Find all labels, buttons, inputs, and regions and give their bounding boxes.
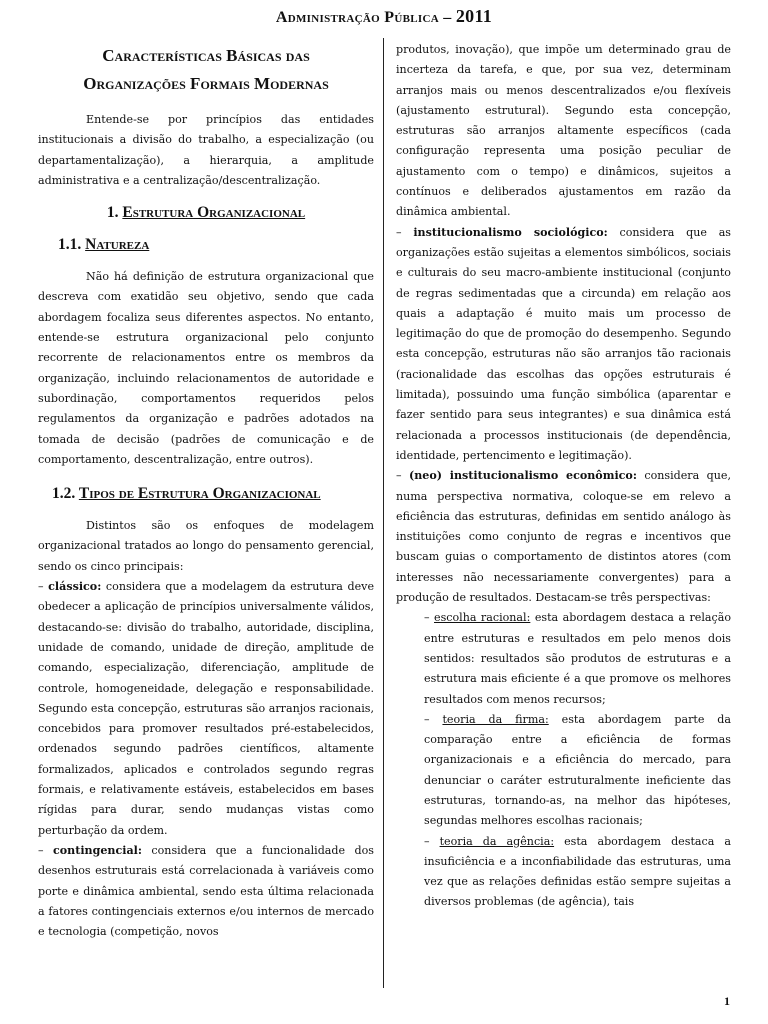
subsection-number: 1.2. [52, 485, 76, 503]
document-title-line2: Organizações Formais Modernas [83, 74, 329, 93]
tipos-intro-paragraph: Distintos são os enfoques de modelagem organizacional tratados ao longo do pensamento gerencial, sendo os cinco principais: [38, 519, 374, 573]
page-header [0, 6, 768, 27]
classico-item [38, 577, 374, 841]
item-term: teoria da firma: [442, 712, 549, 726]
escolha-racional-item [396, 608, 731, 709]
teoria-agencia-item [396, 832, 731, 913]
document-title-line1: Características Básicas das [102, 46, 310, 65]
page-number: 1 [724, 994, 730, 1008]
header-year: 2011 [455, 6, 493, 26]
header-title: Administração Pública – [275, 9, 452, 26]
neo-item [396, 466, 731, 608]
section-number: 1. [106, 204, 119, 222]
item-term: (neo) institucionalismo econômico: [408, 469, 637, 483]
item-text: considera que as organizações estão sujeitas a elementos simbólicos, sociais e culturais do seu macro-ambiente institucional (conjunto de regras sedimentadas que a circunda) em relação aos quais a adaptação é muito mais um processo de legitimação do que de promoção do desempenho. Segundo esta concepção, estruturas não são arranjos tão racionais (racionalidade das escolhas das opções estruturais é limitada), possuindo uma função simbólica (aparentar e fazer sentido para seus integrantes) e sua dinâmica está relacionada a processos institucionais (de dependência, identidade, pertencimento e legitimação). [396, 225, 732, 462]
item-term: contingencial: [52, 843, 142, 857]
left-column [38, 40, 374, 942]
contingencial-continuation: produtos, inovação), que impõe um determinado grau de incerteza da tarefa, e que, por sua vez, determinam arranjos mais ou menos descentralizados e/ou flexíveis (ajustamento estrutural). Segundo esta concepção, estruturas são arranjos altamente específicos (cada configuração representa uma posição peculiar de ajustamento com o tempo) e dinâmicos, sujeitos a contínuos e deliberados ajustamentos em razão da dinâmica ambiental. [396, 43, 731, 219]
natureza-paragraph: Não há definição de estrutura organizacional que descreva com exatidão seu objetivo, sendo que cada abordagem focaliza seus diferentes aspectos. No entanto, entende-se estrutura organizacional pelo conjunto recorrente de relacionamentos entre os membros da organização, incluindo relacionamentos de autoridade e subordinação, comportamentos requeridos pelos regulamentos da organização e padrões adotados na tomada de decisão (padrões de comunicação e de comportamento, descentralização, entre outros). [38, 270, 374, 466]
item-term: clássico: [48, 580, 102, 594]
section-title: Estrutura Organizacional [122, 204, 306, 222]
list-dash: – [38, 843, 44, 857]
document-title [38, 42, 374, 98]
section-heading-1 [38, 203, 374, 223]
item-text: esta abordagem destaca a insuficiência e a inconfiabilidade das estruturas, uma vez que as relações definidas estão sempre sujeitas a diversos problemas (de agência), tais [424, 834, 731, 909]
item-text: esta abordagem destaca a relação entre estruturas e resultados em pelo menos dois sentidos: resultados são produtos de estruturas e a estrutura mais eficiente é a que promove os melhores resultados com menos recursos; [424, 611, 731, 706]
intro-paragraph: Entende-se por princípios das entidades institucionais a divisão do trabalho, a especialização (ou departamentalização), a hierarquia, a amplitude administrativa e a centralização/descentralização. [38, 113, 374, 187]
item-term: escolha racional: [434, 611, 531, 625]
item-term: teoria da agência: [439, 834, 555, 848]
list-dash: – [424, 611, 430, 625]
subsection-title: Tipos de Estrutura Organizacional [78, 485, 321, 503]
subsection-heading-natureza [58, 235, 374, 255]
right-column [396, 40, 731, 913]
teoria-firma-item [396, 710, 731, 832]
subsection-heading-tipos [52, 484, 374, 504]
item-text: considera que a funcionalidade dos desenhos estruturais está correlacionada à variáveis como porte e dinâmica ambiental, sendo esta última relacionada a fatores contingenciais externos e/ou internos de mercado e tecnologia (competição, novos [38, 843, 374, 939]
item-text: considera que, numa perspectiva normativa, coloque-se em relevo a eficiência das estruturas, definidas em sentido análogo às instituições como conjunto de regras e incentivos que buscam guias o comportamento de distintos atores (com interesses não necessariamente convergentes) para a produção de resultados. Destacam-se três perspectivas: [396, 469, 731, 605]
subsection-title: Natureza [85, 236, 150, 254]
list-dash: – [38, 580, 44, 594]
item-text: esta abordagem parte da comparação entre a eficiência de formas organizacionais e a eficiência do mercado, para denunciar o caráter estruturalmente ineficiente das estruturas, tornando-as, na melhor das hipóteses, segundas melhores escolhas racionais; [424, 712, 732, 828]
list-dash: – [396, 225, 402, 239]
item-term: institucionalismo sociológico: [413, 225, 608, 239]
item-text: considera que a modelagem da estrutura deve obedecer a aplicação de princípios universalmente válidos, destacando-se: divisão do trabalho, autoridade, disciplina, unidade de comando, unidade de direção, amplitude de comando, especialização, diferenciação, amplitude de controle, homogeneidade, delegação e responsabilidade. Segundo esta concepção, estruturas são arranjos racionais, concebidos para promover resultados pré-estabelecidos, ordenados segundo padrões científicos, altamente formalizados, aplicados e controlados segundo regras formais, e relativamente estáveis, estabelecidos em bases rígidas para durar, sendo mudanças vistas como perturbação da ordem. [38, 580, 375, 837]
contingencial-item [38, 841, 374, 942]
list-dash: – [424, 712, 430, 726]
list-dash: – [424, 834, 430, 848]
list-dash: – [396, 469, 402, 483]
column-divider [383, 38, 384, 988]
socio-item [396, 223, 731, 467]
subsection-number: 1.1. [58, 236, 82, 254]
